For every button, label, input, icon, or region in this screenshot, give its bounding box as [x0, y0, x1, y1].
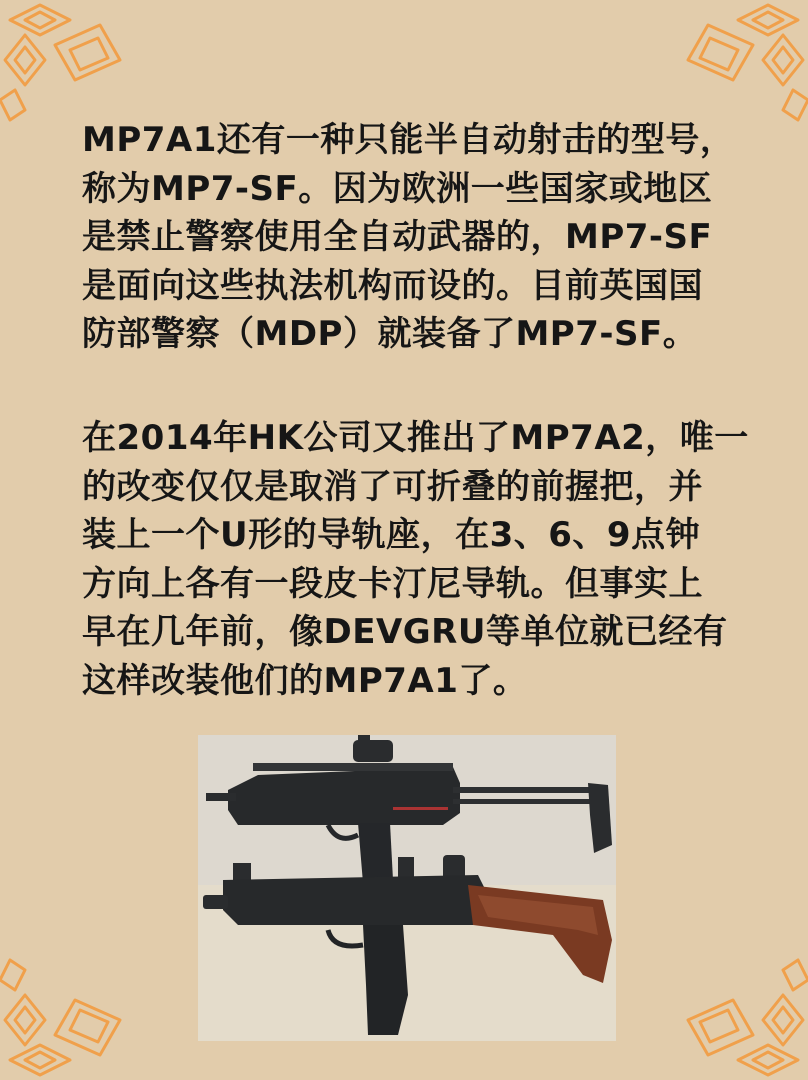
- paragraph-line: 防部警察（MDP）就装备了MP7-SF。: [82, 314, 698, 354]
- paragraph-mp7-sf: [82, 116, 735, 359]
- paragraph-line: 的改变仅仅是取消了可折叠的前握把，并: [82, 466, 703, 507]
- corner-ornament-icon: [658, 930, 808, 1080]
- paragraph-line: 装上一个U形的导轨座，在3、6、9点钟: [82, 515, 701, 555]
- paragraph-line: 方向上各有一段皮卡汀尼导轨。但事实上: [82, 563, 703, 604]
- paragraph-line: 是禁止警察使用全自动武器的，MP7-SF: [82, 217, 713, 257]
- paragraph-line: 早在几年前，像DEVGRU等单位就已经有: [82, 612, 728, 652]
- submachine-guns-photo: [198, 735, 616, 1041]
- paragraph-mp7a2: [82, 414, 749, 705]
- paragraph-line: 这样改装他们的MP7A1了。: [82, 660, 528, 701]
- corner-ornament-icon: [0, 930, 150, 1080]
- paragraph-line: MP7A1还有一种只能半自动射击的型号，: [82, 120, 735, 160]
- paragraph-line: 在2014年HK公司又推出了MP7A2，唯一: [82, 418, 749, 458]
- paragraph-line: 是面向这些执法机构而设的。目前英国国: [82, 265, 703, 306]
- paragraph-line: 称为MP7-SF。因为欧洲一些国家或地区: [82, 168, 713, 209]
